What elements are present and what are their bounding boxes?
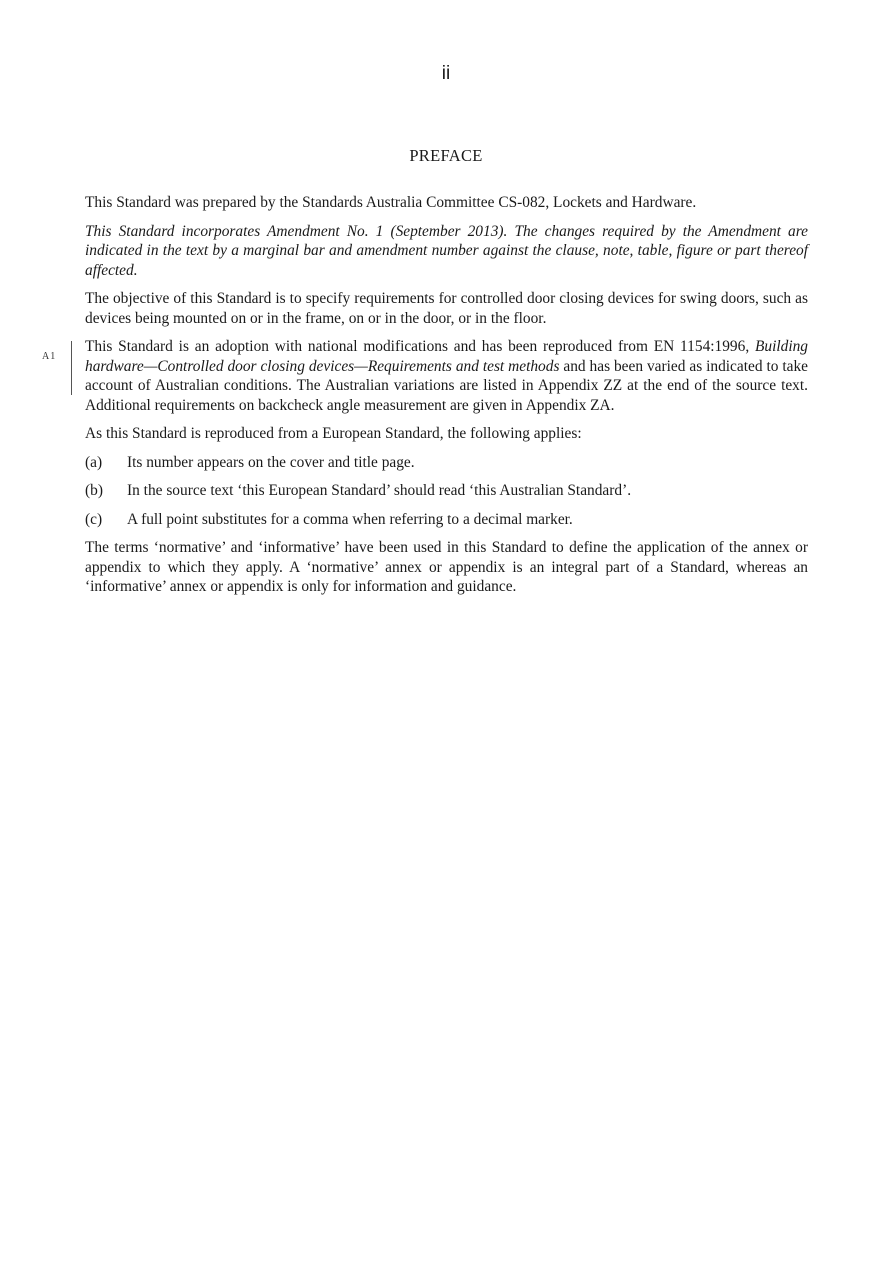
page-title: PREFACE <box>409 146 483 165</box>
adoption-text-end: and has been varied as indicated to take account of Australian conditions. The Australian variations are listed in Appendix ZZ at the end of the source text. Additional requirements on backcheck angle measurement are given in Appendix ZA. <box>85 357 808 414</box>
amendment-marginal-bar <box>71 341 72 395</box>
preface-body <box>42 193 808 606</box>
list-item <box>85 481 808 501</box>
list-text: In the source text ‘this European Standard’ should read ‘this Australian Standard’. <box>127 482 632 499</box>
adoption-text-start: This Standard is an adoption with national modifications and has been reproduced from EN 1154:1996, <box>85 338 755 355</box>
amendment-label: A1 <box>42 351 57 362</box>
list-marker: (b) <box>85 482 103 499</box>
list-text: Its number appears on the cover and title page. <box>127 453 415 471</box>
list-item <box>85 453 808 473</box>
paragraph-applies-intro: As this Standard is reproduced from a European Standard, the following applies: <box>85 425 582 442</box>
paragraph-committee: This Standard was prepared by the Standards Australia Committee CS-082, Lockets and Hardware. <box>85 194 697 211</box>
page-number: ii <box>441 63 451 84</box>
list-marker: (a) <box>85 453 103 471</box>
paragraph-normative-informative: The terms ‘normative’ and ‘informative’ have been used in this Standard to define the application of the annex or appendix to which they apply. A ‘normative’ annex or appendix is an integral part of a Standard, whereas an ‘informative’ annex or appendix is only for information and guidance. <box>85 539 808 595</box>
list-marker: (c) <box>85 510 103 528</box>
paragraph-amendment-note: This Standard incorporates Amendment No. 1 (September 2013). The changes required by the Amendment are indicated in the text by a marginal bar and amendment number against the clause, note, table, figure or part thereof affected. <box>85 222 808 279</box>
paragraph-adoption <box>42 337 808 415</box>
adoption-source-title: Building hardware—Controlled door closing devices—Requirements and test methods <box>85 338 808 375</box>
list-item <box>85 510 808 530</box>
paragraph-objective: The objective of this Standard is to specify requirements for controlled door closing devices for swing doors, such as devices being mounted on or in the frame, on or in the door, or in the floor. <box>85 290 808 327</box>
list-text: A full point substitutes for a comma when referring to a decimal marker. <box>127 510 573 528</box>
